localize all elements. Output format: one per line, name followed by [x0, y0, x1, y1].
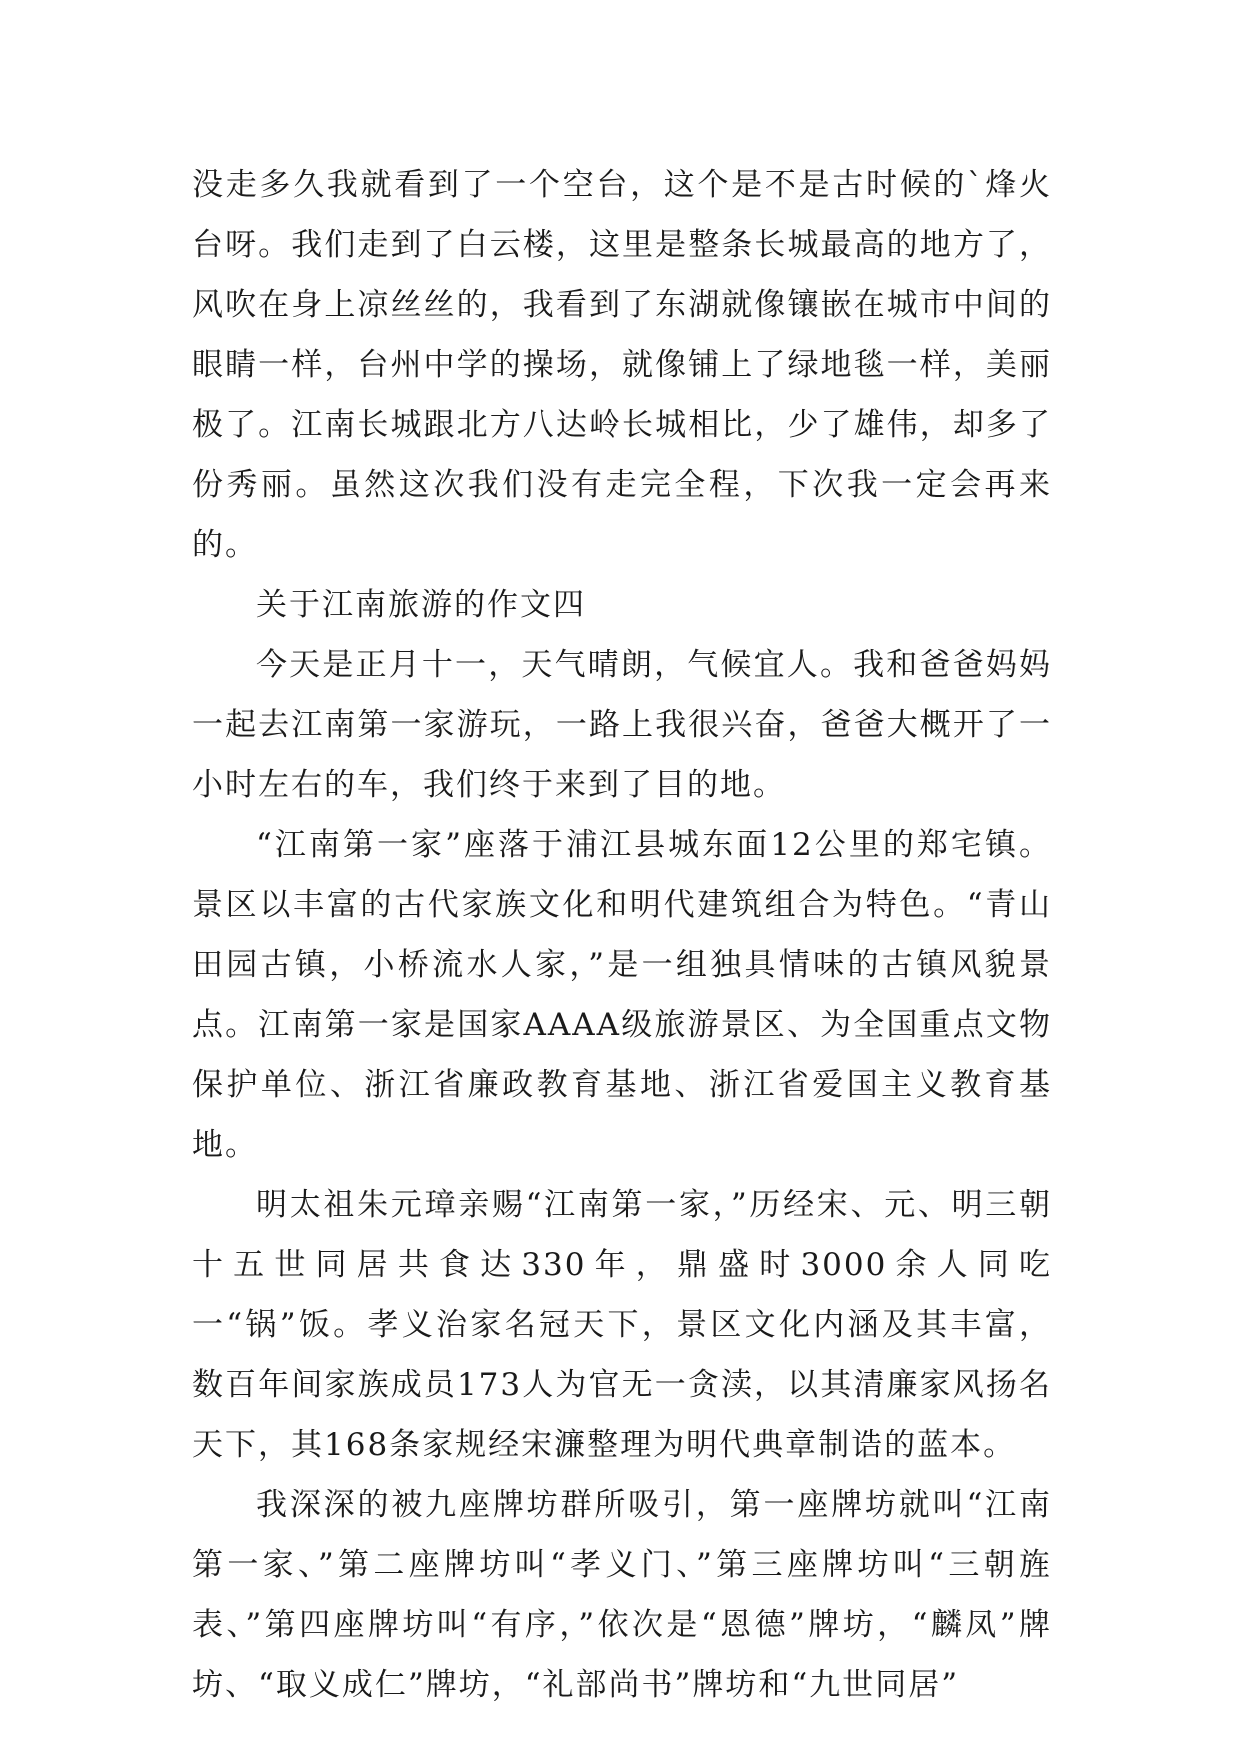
paragraph: 我深深的被九座牌坊群所吸引，第一座牌坊就叫“江南第一家、”第二座牌坊叫“孝义门、”第三座牌坊叫“三朝旌表、”第四座牌坊叫“有序，”依次是“恩德”牌坊，“麟凤”牌坊、“取义成仁”牌坊，“礼部尚书”牌坊和“九世同居” [192, 1487, 1052, 1703]
paragraph: 今天是正月十一，天气晴朗，气候宜人。我和爸爸妈妈一起去江南第一家游玩，一路上我很兴奋，爸爸大概开了一小时左右的车，我们终于来到了目的地。 [192, 647, 1052, 803]
paragraph: 明太祖朱元璋亲赐“江南第一家，”历经宋、元、明三朝十五世同居共食达330年，鼎盛时3000余人同吃一“锅”饭。孝义治家名冠天下，景区文化内涵及其丰富，数百年间家族成员173人为官无一贪渎，以其清廉家风扬名天下，其168条家规经宋濂整理为明代典章制诰的蓝本。 [192, 1187, 1052, 1463]
paragraph: “江南第一家”座落于浦江县城东面12公里的郑宅镇。景区以丰富的古代家族文化和明代建筑组合为特色。“青山田园古镇，小桥流水人家，”是一组独具情味的古镇风貌景点。江南第一家是国家AAAA级旅游景区、为全国重点文物保护单位、浙江省廉政教育基地、浙江省爱国主义教育基地。 [192, 827, 1052, 1163]
paragraph-continuation: 没走多久我就看到了一个空台，这个是不是古时候的`烽火台呀。我们走到了白云楼，这里是整条长城最高的地方了，风吹在身上凉丝丝的，我看到了东湖就像镶嵌在城市中间的眼睛一样，台州中学的操场，就像铺上了绿地毯一样，美丽极了。江南长城跟北方八达岭长城相比，少了雄伟，却多了份秀丽。虽然这次我们没有走完全程，下次我一定会再来的。 [192, 167, 1052, 563]
section-heading: 关于江南旅游的作文四 [256, 587, 586, 623]
body-text [192, 155, 1052, 1715]
